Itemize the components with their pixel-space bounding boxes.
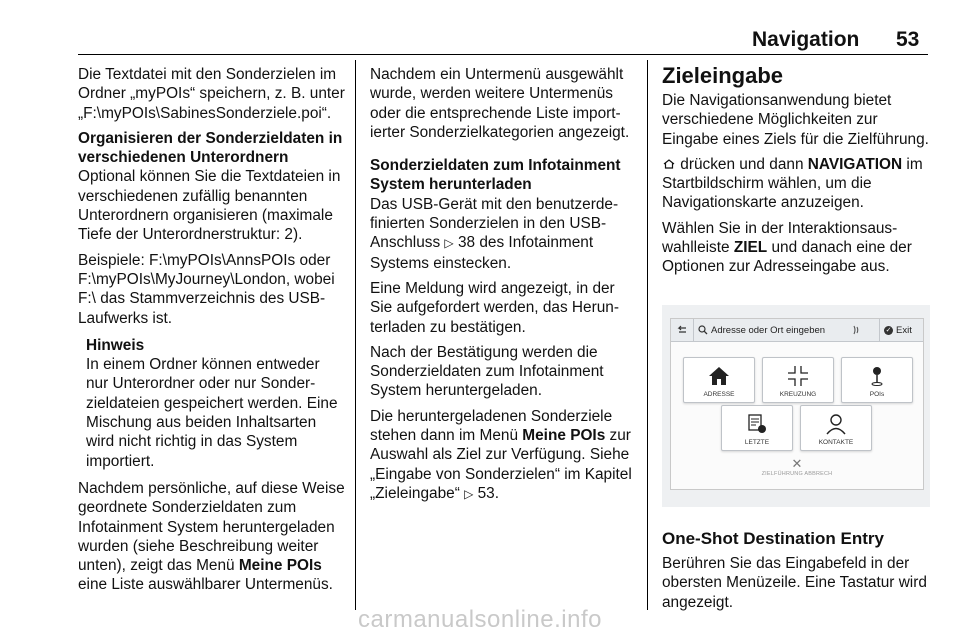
text: Nachdem persönliche, auf diese Weise geordnete Sonderzieldaten zum Infotainment System heruntergeladen wurden (siehe Beschreibung weiter unten), zeigt das Menü: [78, 479, 345, 575]
voice-button[interactable]: [851, 319, 869, 341]
paragraph: [370, 407, 638, 504]
abort-label: ZIELFÜHRUNG ABBRECH: [761, 471, 833, 477]
intersection-icon: [763, 365, 833, 387]
tile-letzte[interactable]: [721, 405, 793, 451]
paragraph: Nachdem ein Untermenü ausgewählt wurde, werden weitere Untermenüs oder die entsprechende Liste importierter Sonderzielkategorien angezeigt.: [370, 66, 630, 141]
paragraph: Beispiele: F:\myPOIs\AnnsPOIs oder F:\myPOIs\MyJourney\London, wobei F:\ das Stammverzeichnis des USB-Laufwerks ist.: [78, 251, 335, 327]
paragraph: Die Textdatei mit den Sonderzielen im Ordner „myPOIs“ speichern, z. B. unter „F:\myPOIs\SabinesSonderziele.poi“.: [78, 66, 345, 122]
check-icon: ✓: [885, 326, 892, 334]
text: im Startbildschirm wählen, um die Navigationskarte anzuzeigen.: [662, 155, 923, 212]
chapter-heading: Zieleingabe: [662, 63, 784, 88]
column-3-lower: [662, 510, 934, 618]
text: eine Liste auswählbarer Untermenüs.: [78, 576, 333, 594]
paragraph: [78, 479, 346, 595]
house-icon: [684, 365, 754, 387]
crossref-arrow-icon: ▷: [464, 486, 474, 501]
tile-label: POIs: [869, 391, 885, 398]
paragraph: Nach der Bestätigung werden die Sonderzieldaten zum Infotainment System heruntergeladen.: [370, 343, 604, 400]
tile-adresse[interactable]: [683, 357, 755, 403]
note-box: [86, 336, 346, 471]
back-arrow-icon: [676, 325, 688, 335]
page-number: 53: [896, 28, 920, 51]
text: Das USB-Gerät mit den benutzerdefinierten Sonderzielen in den USB-Anschluss: [370, 195, 619, 252]
paragraph: Berühren Sie das Eingabefeld in der obersten Menüzeile. Eine Tastatur wird angezeigt.: [662, 555, 927, 611]
contact-person-icon: [801, 413, 871, 435]
tile-label: KREUZUNG: [779, 391, 817, 398]
text: Wählen Sie in der Interaktionsauswahlleiste: [662, 219, 898, 257]
section-heading: One-Shot Destination Entry: [662, 529, 884, 548]
infotainment-screen: [670, 318, 924, 490]
header-rule: [78, 54, 928, 55]
page-header-title: Navigation: [752, 28, 860, 51]
search-field[interactable]: [693, 319, 848, 341]
menu-name: ZIEL: [733, 239, 768, 257]
menu-name: Meine POIs: [522, 427, 606, 445]
tile-label: KONTAKTE: [818, 439, 854, 446]
text: Die heruntergeladenen Sonderziele stehen dann im Menü: [370, 407, 613, 445]
paragraph: Die Navigationsanwendung bietet verschiedene Möglichkeiten zur Eingabe eines Ziels für die Zielführung.: [662, 92, 929, 148]
abort-guidance-button[interactable]: [671, 457, 923, 487]
menu-name: NAVIGATION: [807, 155, 903, 173]
text: und danach eine der Optionen zur Adresseingabe aus.: [662, 239, 912, 276]
exit-button[interactable]: [879, 319, 924, 341]
menu-name: Meine POIs: [238, 557, 322, 575]
close-icon: ✕: [791, 456, 803, 471]
tile-label: ADRESSE: [703, 391, 735, 398]
text: des Infotainment Systems einstecken.: [370, 234, 594, 272]
top-bar: [671, 319, 923, 342]
column-1: [78, 65, 346, 601]
paragraph: [370, 195, 638, 273]
paragraph: [662, 219, 934, 277]
search-icon: [698, 325, 708, 335]
page-ref: 53.: [477, 484, 500, 502]
voice-icon: [851, 324, 863, 336]
column-2: [370, 65, 638, 510]
note-title: Hinweis: [86, 336, 145, 354]
home-button-icon: [662, 156, 680, 173]
crossref-arrow-icon: ▷: [444, 236, 454, 251]
paragraph: Optional können Sie die Textdateien in verschiedenen zufällig benannten Unterordnern organisieren (maximale Tiefe der Unterordnerstruktur: 2).: [78, 168, 341, 244]
text: zur Auswahl als Ziel zur Verfügung. Siehe „Eingabe von Sonderzielen“ im Kapitel „Zieleingabe“: [370, 427, 632, 502]
search-placeholder: Adresse oder Ort eingeben: [711, 324, 826, 336]
paragraph: [662, 155, 934, 213]
note-text: In einem Ordner können entweder nur Unterordner oder nur Sonderzieldateien gespeichert werden. Eine Mischung aus beiden Inhaltsarten wird nicht richtig in das System importiert.: [86, 356, 338, 470]
back-button[interactable]: [676, 319, 690, 341]
tile-label: LETZTE: [744, 439, 770, 446]
tile-kreuzung[interactable]: [762, 357, 834, 403]
section-heading: Organisieren der Sonderzieldaten in verschiedenen Unterordnern: [78, 129, 343, 167]
text: drücken und dann: [680, 155, 808, 173]
paragraph: Eine Meldung wird angezeigt, in der Sie aufgefordert werden, das Herunterladen zu bestätigen.: [370, 279, 619, 336]
column-3: [662, 63, 934, 283]
column-divider-2: [647, 60, 648, 610]
recent-list-icon: [722, 413, 792, 435]
exit-label: Exit: [896, 324, 912, 336]
tile-kontakte[interactable]: [800, 405, 872, 451]
page-ref: 38: [457, 234, 476, 252]
watermark: carmanualsonline.info: [358, 606, 602, 633]
section-heading: Sonderzieldaten zum Infotainment System herunterladen: [370, 157, 621, 194]
poi-pin-icon: [842, 365, 912, 387]
tile-pois[interactable]: [841, 357, 913, 403]
column-divider-1: [355, 60, 356, 610]
